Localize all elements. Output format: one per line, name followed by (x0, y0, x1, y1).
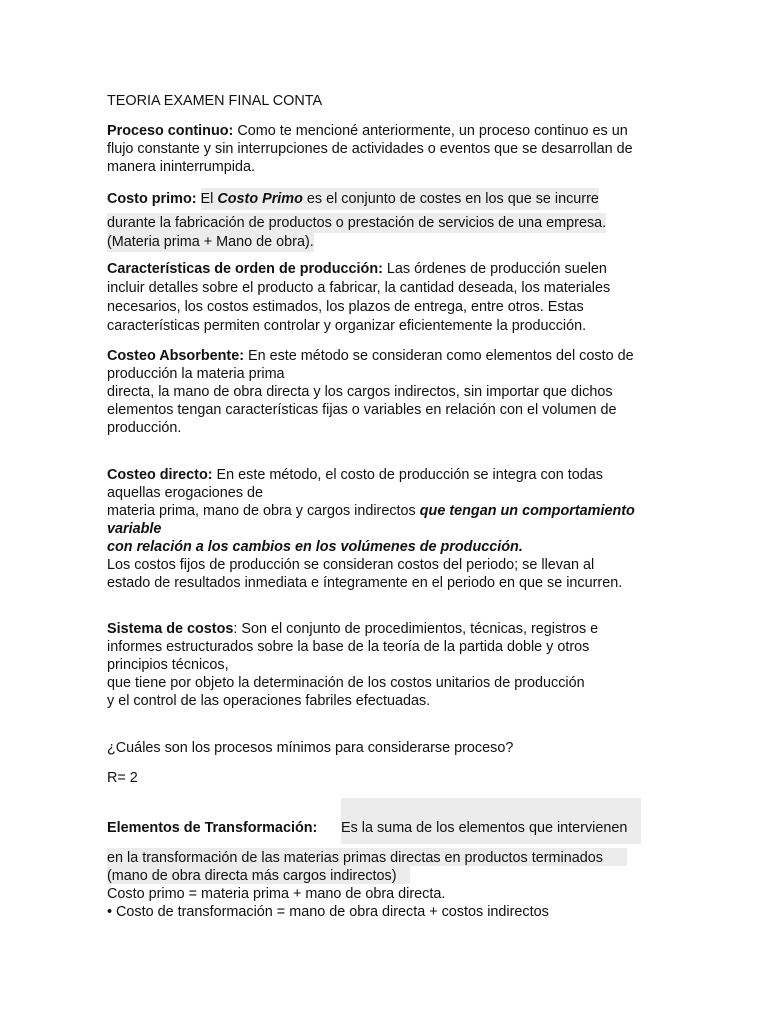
section-sistema-costos (107, 620, 667, 710)
term-proceso-continuo: Proceso continuo: (107, 123, 234, 139)
question (107, 739, 667, 757)
elementos-transformacion-line-1: (mano de obra directa más cargos indirectos) (107, 868, 397, 884)
costo-primo-line-1: (Materia prima + Mano de obra). (107, 234, 314, 250)
term-costo-primo: Costo primo: (107, 191, 197, 207)
section-costo-primo (107, 190, 667, 252)
sistema-costos-line-0: : Son el conjunto de procedimientos, técnicas, registros e (233, 621, 599, 637)
costeo-absorbente-line-4: producción. (107, 420, 182, 436)
costeo-directo-mixed-emph: que tengan un comportamiento (419, 503, 635, 519)
answer-text: R= 2 (107, 770, 138, 786)
costeo-directo-emph-line-1: con relación a los cambios en los volúmenes de producción. (107, 539, 523, 555)
costeo-directo-mixed-pre: materia prima, mano de obra y cargos indirectos (107, 503, 420, 519)
section-costeo-directo (107, 466, 667, 592)
term-elementos-transformacion: Elementos de Transformación: (107, 820, 318, 836)
costo-primo-post: es el conjunto de costes en los que se incurre (302, 191, 599, 207)
costeo-directo-tail-line-0: Los costos fijos de producción se consideran costos del periodo; se llevan al (107, 557, 595, 573)
orden-produccion-line-0: Las órdenes de producción suelen (382, 261, 607, 277)
section-orden-produccion (107, 260, 667, 335)
proceso-continuo-line-1: flujo constante y sin interrupciones de actividades o eventos que se desarrollan de (107, 141, 633, 157)
term-orden-produccion: Características de orden de producción: (107, 261, 383, 277)
title-text: TEORIA EXAMEN FINAL CONTA (107, 93, 323, 109)
section-proceso-continuo (107, 122, 667, 176)
formula-costo-transformacion: • Costo de transformación = mano de obra directa + costos indirectos (107, 904, 549, 920)
costeo-directo-emph-line-0: variable (107, 521, 162, 537)
costeo-absorbente-line-2: directa, la mano de obra directa y los cargos indirectos, sin importar que dichos (107, 384, 613, 400)
proceso-continuo-line-2: manera ininterrumpida. (107, 159, 255, 175)
section-costeo-absorbente (107, 347, 667, 437)
costeo-directo-tail-line-1: estado de resultados inmediata e íntegramente en el periodo en que se incurren. (107, 575, 623, 591)
elementos-transformacion-line-0: en la transformación de las materias primas directas en productos terminados (107, 850, 603, 866)
term-costeo-absorbente: Costeo Absorbente: (107, 348, 244, 364)
costo-primo-pre: El (200, 191, 218, 207)
term-costeo-directo: Costeo directo: (107, 467, 213, 483)
orden-produccion-line-1: incluir detalles sobre el producto a fabricar, la cantidad deseada, los materiales (107, 280, 611, 296)
elementos-transformacion-first: Es la suma de los elementos que intervienen (341, 820, 628, 836)
costeo-absorbente-line-0: En este método se consideran como elementos del costo de (244, 348, 634, 364)
sistema-costos-line-3: que tiene por objeto la determinación de los costos unitarios de producción (107, 675, 585, 691)
costo-primo-line-0: durante la fabricación de productos o prestación de servicios de una empresa. (107, 215, 607, 231)
orden-produccion-line-2: necesarios, los costos estimados, los plazos de entrega, entre otros. Estas (107, 299, 584, 315)
formula-costo-primo: Costo primo = materia prima + mano de obra directa. (107, 886, 446, 902)
document-title (107, 92, 667, 110)
sistema-costos-line-1: informes estructurados sobre la base de la teoría de la partida doble y otros (107, 639, 590, 655)
section-elementos-transformacion (107, 819, 667, 837)
costeo-absorbente-line-1: producción la materia prima (107, 366, 285, 382)
question-text: ¿Cuáles son los procesos mínimos para considerarse proceso? (107, 740, 514, 756)
costo-primo-emph: Costo Primo (217, 191, 303, 207)
term-sistema-costos: Sistema de costos (107, 621, 234, 637)
costeo-directo-line-0: En este método, el costo de producción se integra con todas (212, 467, 603, 483)
answer (107, 769, 667, 787)
proceso-continuo-line-0: Como te mencioné anteriormente, un proceso continuo es un (233, 123, 628, 139)
sistema-costos-line-2: principios técnicos, (107, 657, 229, 673)
costeo-absorbente-line-3: elementos tengan características fijas o variables en relación con el volumen de (107, 402, 617, 418)
orden-produccion-line-3: características permiten controlar y organizar eficientemente la producción. (107, 318, 587, 334)
costeo-directo-line-1: aquellas erogaciones de (107, 485, 264, 501)
section-elementos-transformacion-body (107, 849, 667, 921)
sistema-costos-line-4: y el control de las operaciones fabriles efectuadas. (107, 693, 431, 709)
